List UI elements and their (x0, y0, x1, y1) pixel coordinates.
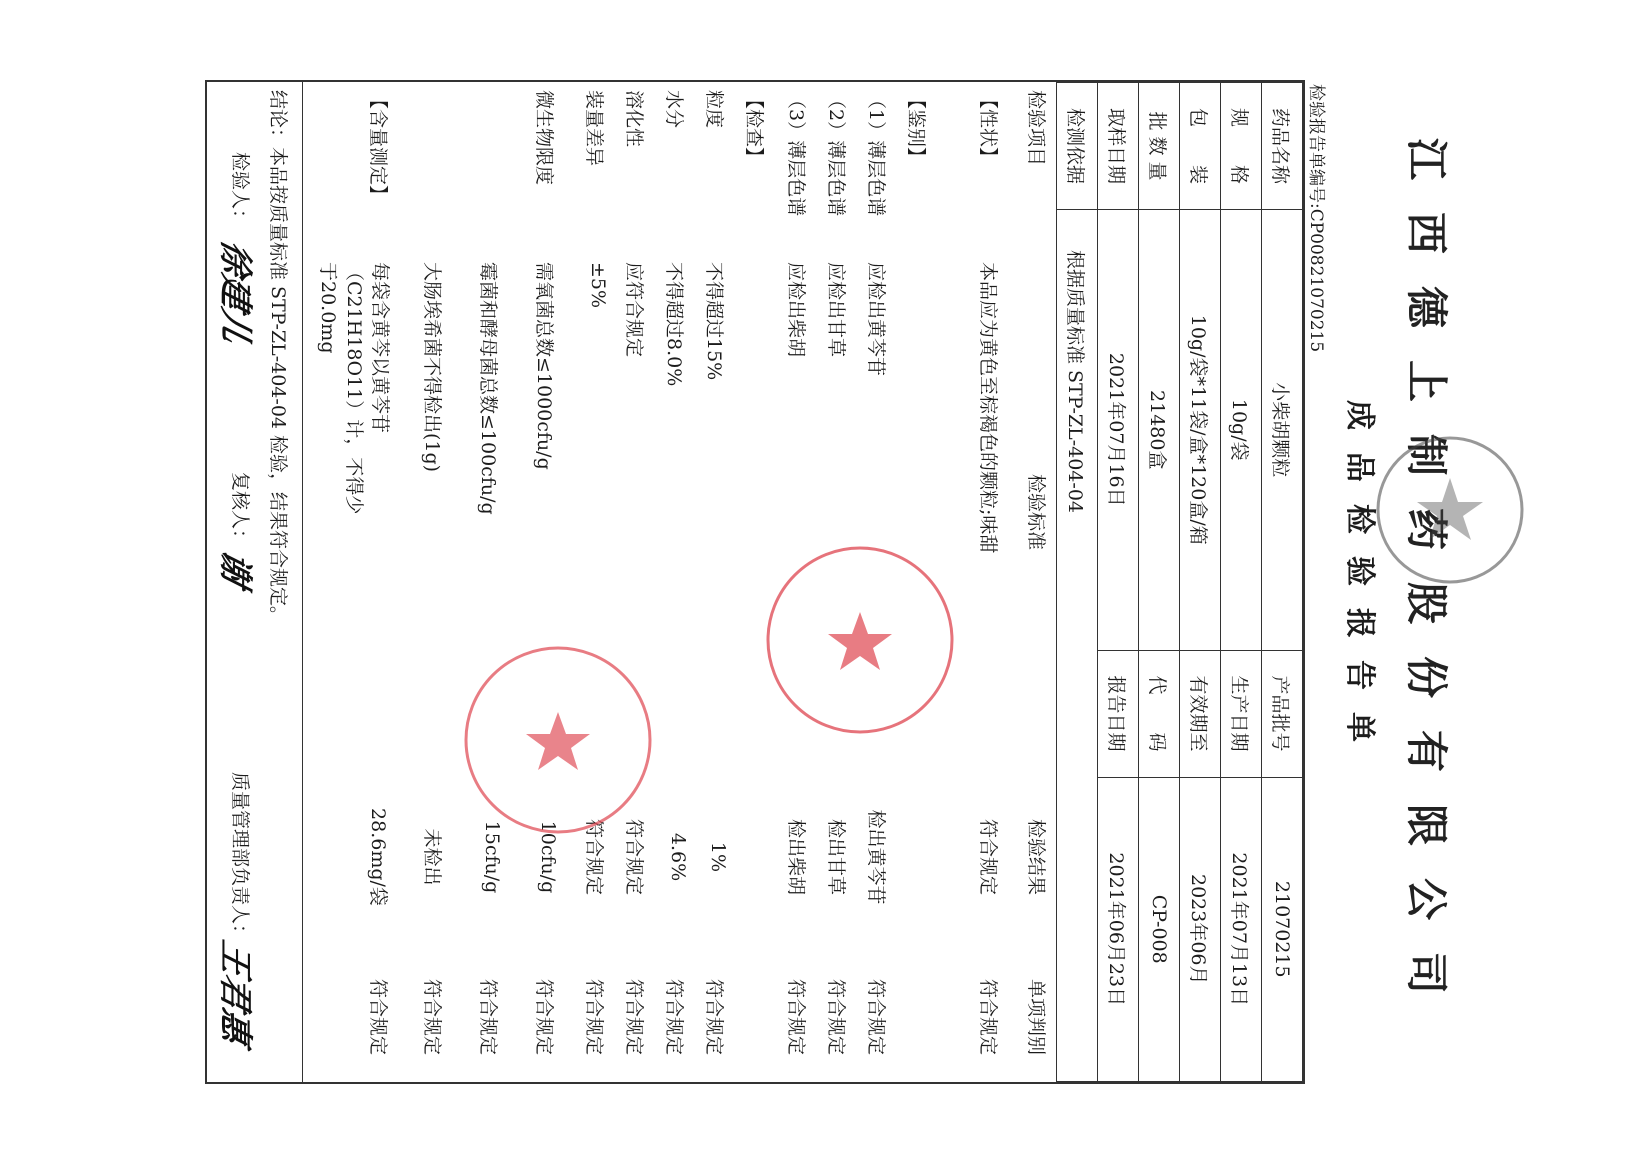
row-item: （3）薄层色谱 (785, 90, 807, 217)
row-judgment: 符合规定 (477, 978, 499, 1055)
info-table (1056, 82, 1303, 1082)
basis-label: 检测依据 (1057, 83, 1098, 210)
document-title: 成品检验报告单 (1342, 400, 1377, 764)
supplier-seal (458, 640, 658, 840)
row-result: 1% (707, 841, 729, 873)
row-standard: 霉菌和酵母菌总数≤100cfu/g (477, 262, 499, 515)
row-result: 检出甘草 (825, 818, 847, 895)
row-standard: 应检出甘草 (825, 262, 847, 358)
inspector-signature (228, 152, 255, 228)
row-item: 微生物限度 (533, 90, 555, 186)
quantity-value: 21480盒 (1139, 210, 1180, 651)
row-judgment: 符合规定 (623, 978, 645, 1055)
product-name: 小柴胡颗粒 (1262, 210, 1303, 651)
header-item: 检验项目 (1025, 90, 1047, 167)
expiry-date: 2023年06月 (1180, 777, 1221, 1081)
conclusion-text: 结论：本品按质量标准 STP-ZL-404-04 检验，结果符合规定。 (267, 90, 289, 626)
row-result: 符合规定 (583, 818, 605, 895)
row-result: 符合规定 (623, 818, 645, 895)
row-judgment: 符合规定 (865, 978, 887, 1055)
report-frame (205, 80, 1305, 1084)
mfg-date: 2021年07月13日 (1221, 777, 1262, 1081)
header-standard: 检验标准 (1025, 473, 1047, 550)
code-value: CP-008 (1139, 777, 1180, 1081)
row-judgment: 符合规定 (703, 978, 725, 1055)
row-standard: 需氧菌总数≤1000cfu/g (533, 262, 555, 470)
reviewer-label: 复核人： (229, 472, 251, 549)
row-item: 【含量测定】 (367, 90, 389, 205)
report-date: 2021年06月23日 (1098, 777, 1139, 1081)
header-result: 检验结果 (1025, 818, 1047, 895)
row-judgment: 符合规定 (825, 978, 847, 1055)
inspector-handwriting: 徐建儿 (215, 236, 255, 349)
row-result: 28.6mg/袋 (367, 808, 389, 906)
batch-label: 产品批号 (1262, 650, 1303, 777)
report-number-label: 检验报告单编号: (1306, 84, 1326, 209)
row-judgment: 符合规定 (367, 978, 389, 1055)
company-name: 江西德上制药股份有限公司 (1402, 137, 1451, 1026)
row-item: 粒度 (703, 90, 725, 129)
row-result: 4.6% (667, 832, 689, 882)
report-number (1306, 84, 1331, 352)
spec-value: 10g/袋 (1221, 210, 1262, 651)
row-item: 【检查】 (743, 90, 765, 167)
row-item: （2）薄层色谱 (825, 90, 847, 217)
package-label: 包 装 (1180, 83, 1221, 210)
row-standard: 每袋含黄芩以黄芩苷（C21H18O11）计，不得少于20.0mg (317, 262, 391, 515)
reviewer-handwriting: 谢 (215, 546, 255, 591)
row-standard: 不得超过8.0% (663, 262, 685, 387)
report-date-label: 报告日期 (1098, 650, 1139, 777)
quality-dept-seal (760, 540, 960, 740)
reviewer-signature (228, 472, 255, 548)
row-item: （1）薄层色谱 (865, 90, 887, 217)
report-number-value: CP00821070215 (1306, 208, 1326, 353)
row-judgment: 符合规定 (421, 978, 443, 1055)
row-result: 符合规定 (977, 818, 999, 895)
row-standard: 应检出黄芩苷 (865, 262, 887, 377)
row-item: 【鉴别】 (905, 90, 927, 167)
row-standard: 不得超过15% (703, 262, 725, 381)
spec-label: 规 格 (1221, 83, 1262, 210)
row-result: 15cfu/g (481, 820, 503, 894)
row-standard: 大肠埃希菌不得检出(1g) (421, 262, 443, 473)
row-result: 检出黄芩苷 (865, 809, 887, 905)
row-item: 【性状】 (977, 90, 999, 167)
row-judgment: 符合规定 (583, 978, 605, 1055)
row-judgment: 符合规定 (663, 978, 685, 1055)
row-standard: ±5% (587, 262, 609, 309)
code-label: 代 码 (1139, 650, 1180, 777)
sample-date: 2021年07月16日 (1098, 210, 1139, 651)
row-standard: 应检出柴胡 (785, 262, 807, 358)
row-item: 溶化性 (623, 90, 645, 148)
inspector-label: 检验人： (229, 152, 251, 229)
expiry-label: 有效期至 (1180, 650, 1221, 777)
quantity-label: 批 数 量 (1139, 83, 1180, 210)
manager-signature (228, 772, 255, 943)
package-value: 10g/袋*11袋/盒*120盒/箱 (1180, 210, 1221, 651)
row-judgment: 符合规定 (977, 978, 999, 1055)
row-result: 10cfu/g (537, 820, 559, 894)
mfg-date-label: 生产日期 (1221, 650, 1262, 777)
row-standard: 本品应为黄色至棕褐色的颗粒;味甜 (977, 262, 999, 554)
row-standard: 应符合规定 (623, 262, 645, 358)
row-judgment: 符合规定 (533, 978, 555, 1055)
row-result: 未检出 (421, 828, 443, 886)
product-name-label: 药品名称 (1262, 83, 1303, 210)
company-seal-top (1370, 430, 1530, 590)
header-judgment: 单项判别 (1025, 978, 1047, 1055)
row-item: 水分 (663, 90, 685, 129)
manager-label: 质量管理部负责人： (229, 772, 251, 944)
sample-date-label: 取样日期 (1098, 83, 1139, 210)
row-result: 检出柴胡 (785, 818, 807, 895)
batch-number: 21070215 (1262, 777, 1303, 1081)
manager-handwriting: 王君惠 (215, 936, 255, 1049)
conclusion-divider (302, 82, 303, 1082)
row-item: 装量差异 (583, 90, 605, 167)
row-judgment: 符合规定 (785, 978, 807, 1055)
basis-value: 根据质量标准 STP-ZL-404-04 (1057, 210, 1098, 1082)
